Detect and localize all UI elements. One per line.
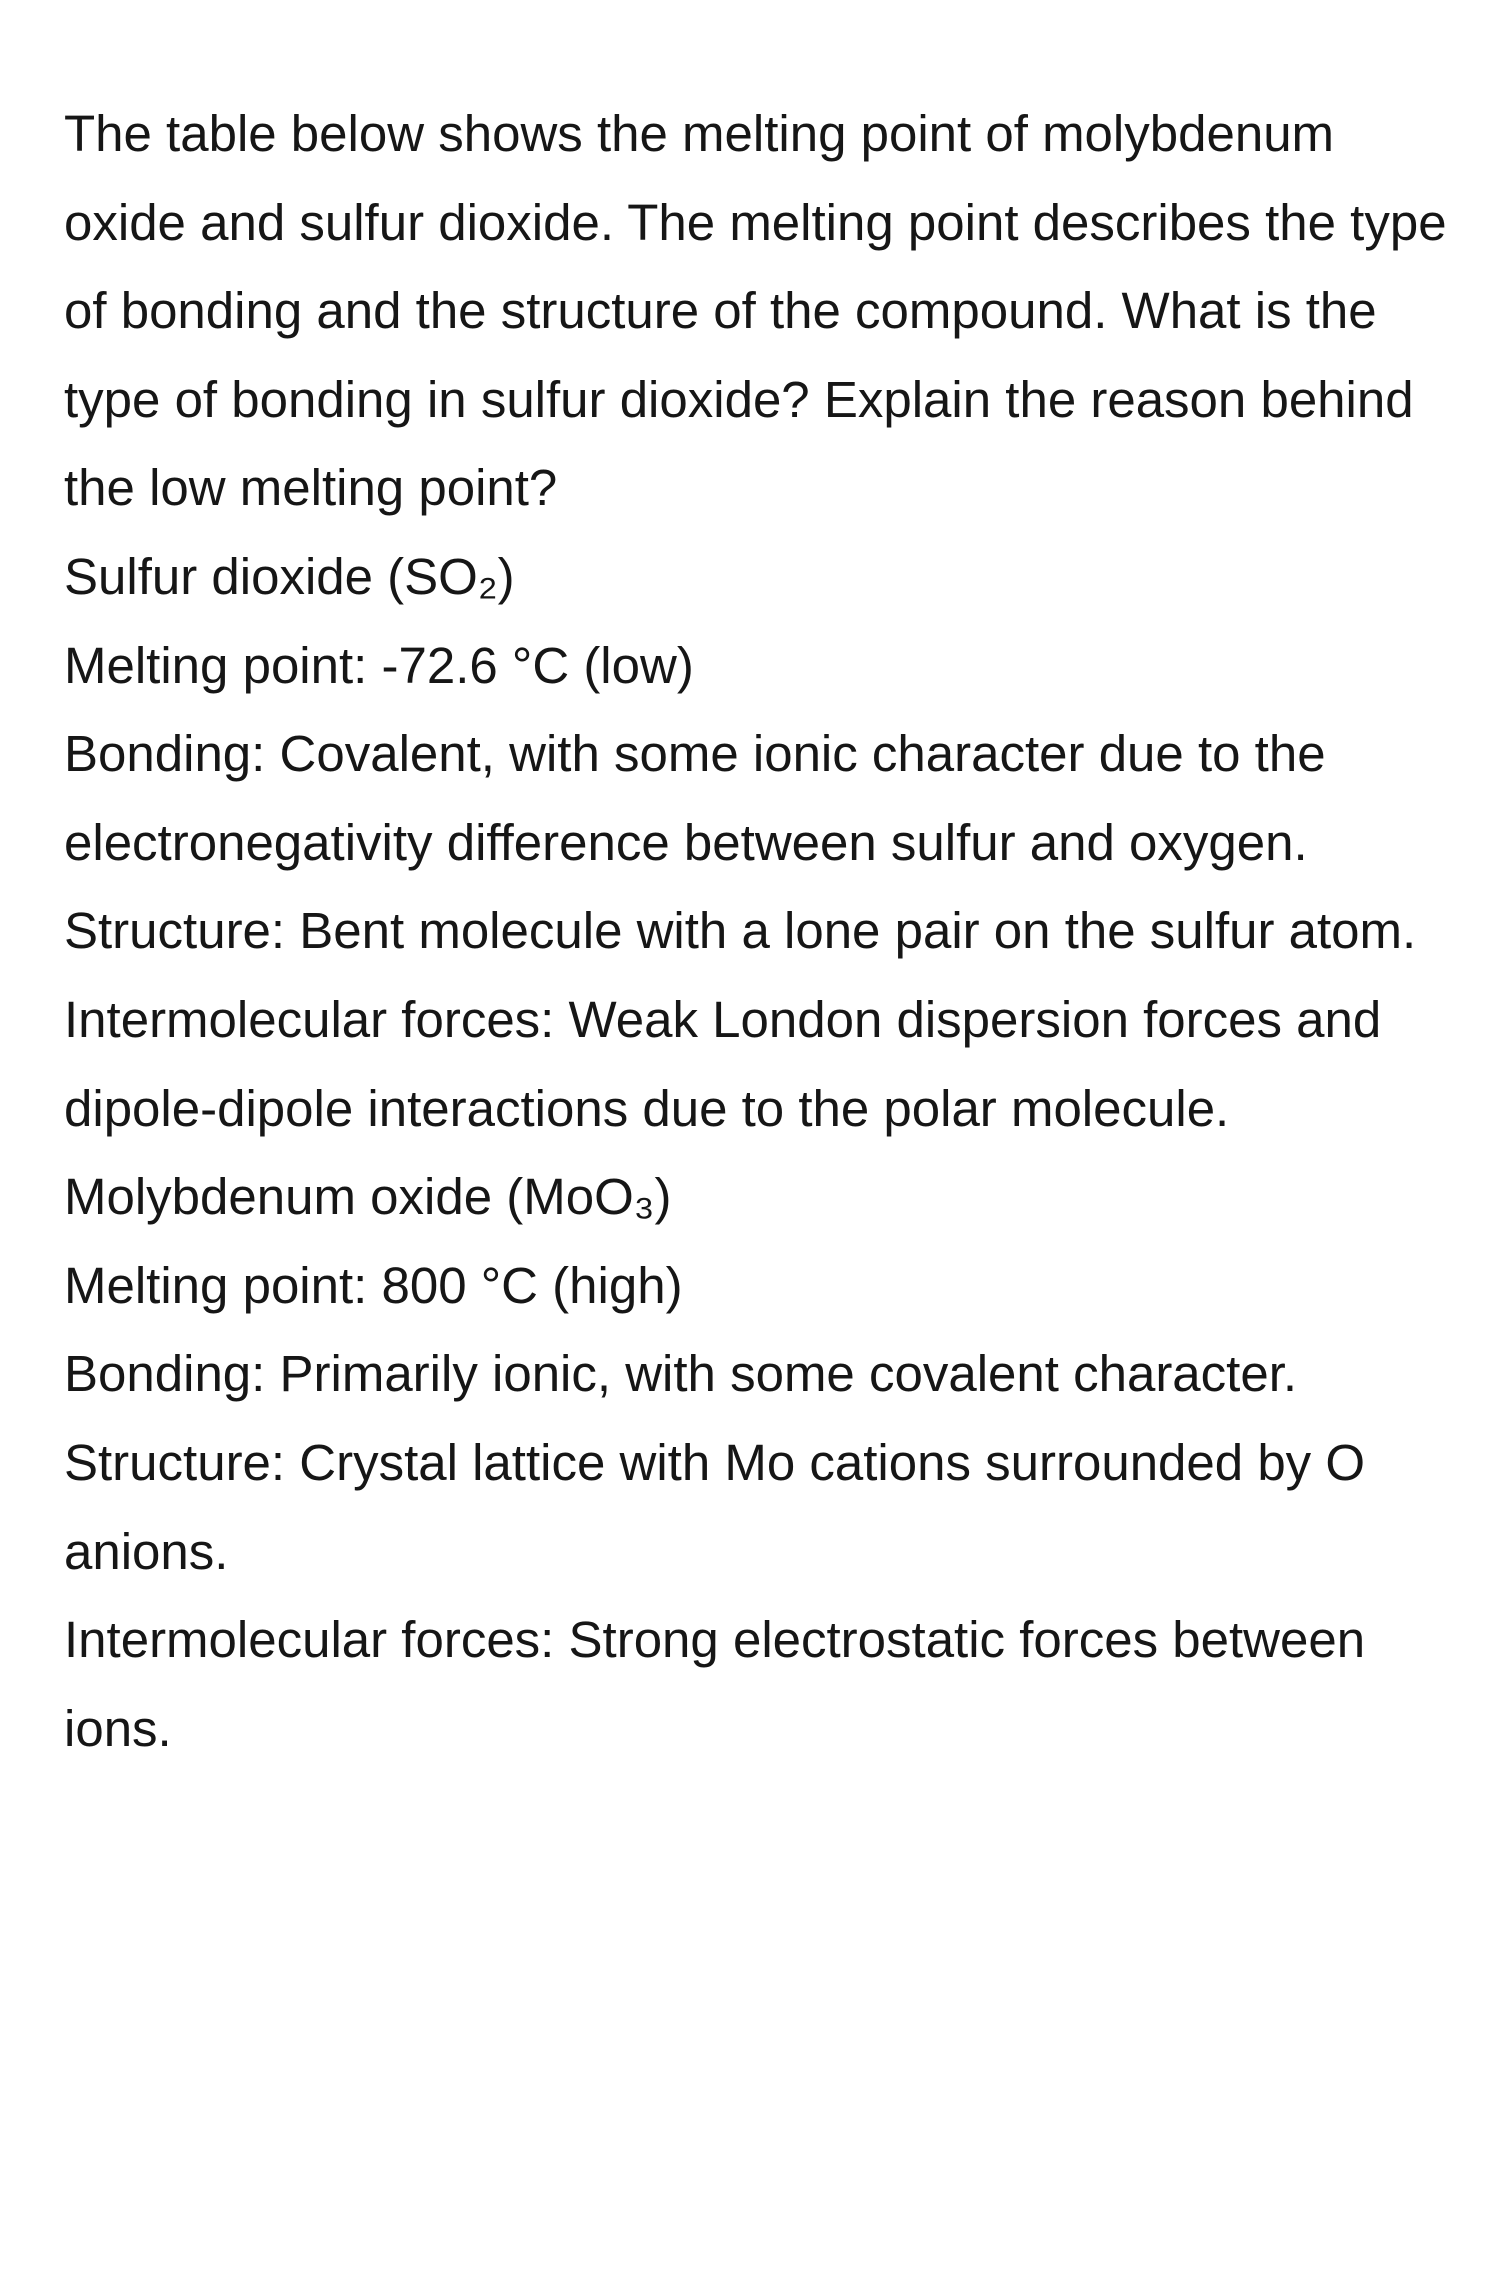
so2-bonding: Bonding: Covalent, with some ionic character due to the electronegativity difference between sulfur and oxygen.	[64, 725, 1326, 871]
question-text: The table below shows the melting point of molybdenum oxide and sulfur dioxide. The melting point describes the type of bonding and the structure of the compound. What is the type of bonding in sulfur dioxide? Explain the reason behind the low melting point?	[64, 105, 1447, 517]
moo3-structure: Structure: Crystal lattice with Mo cations surrounded by O anions.	[64, 1433, 1366, 1580]
moo3-bonding: Bonding: Primarily ionic, with some covalent character.	[64, 1345, 1298, 1403]
so2-structure: Structure: Bent molecule with a lone pair on the sulfur atom.	[64, 902, 1417, 960]
so2-intermolecular-forces: Intermolecular forces: Weak London dispersion forces and dipole-dipole interactions due to the polar molecule.	[64, 990, 1382, 1137]
moo3-heading: Molybdenum oxide (MoO₃)	[64, 1168, 672, 1226]
moo3-intermolecular-forces: Intermolecular forces: Strong electrostatic forces between ions.	[64, 1611, 1366, 1757]
document-body	[64, 90, 1454, 1773]
so2-heading: Sulfur dioxide (SO₂)	[64, 547, 515, 605]
so2-melting-point: Melting point: -72.6 °C (low)	[64, 636, 694, 694]
moo3-melting-point: Melting point: 800 °C (high)	[64, 1256, 683, 1314]
